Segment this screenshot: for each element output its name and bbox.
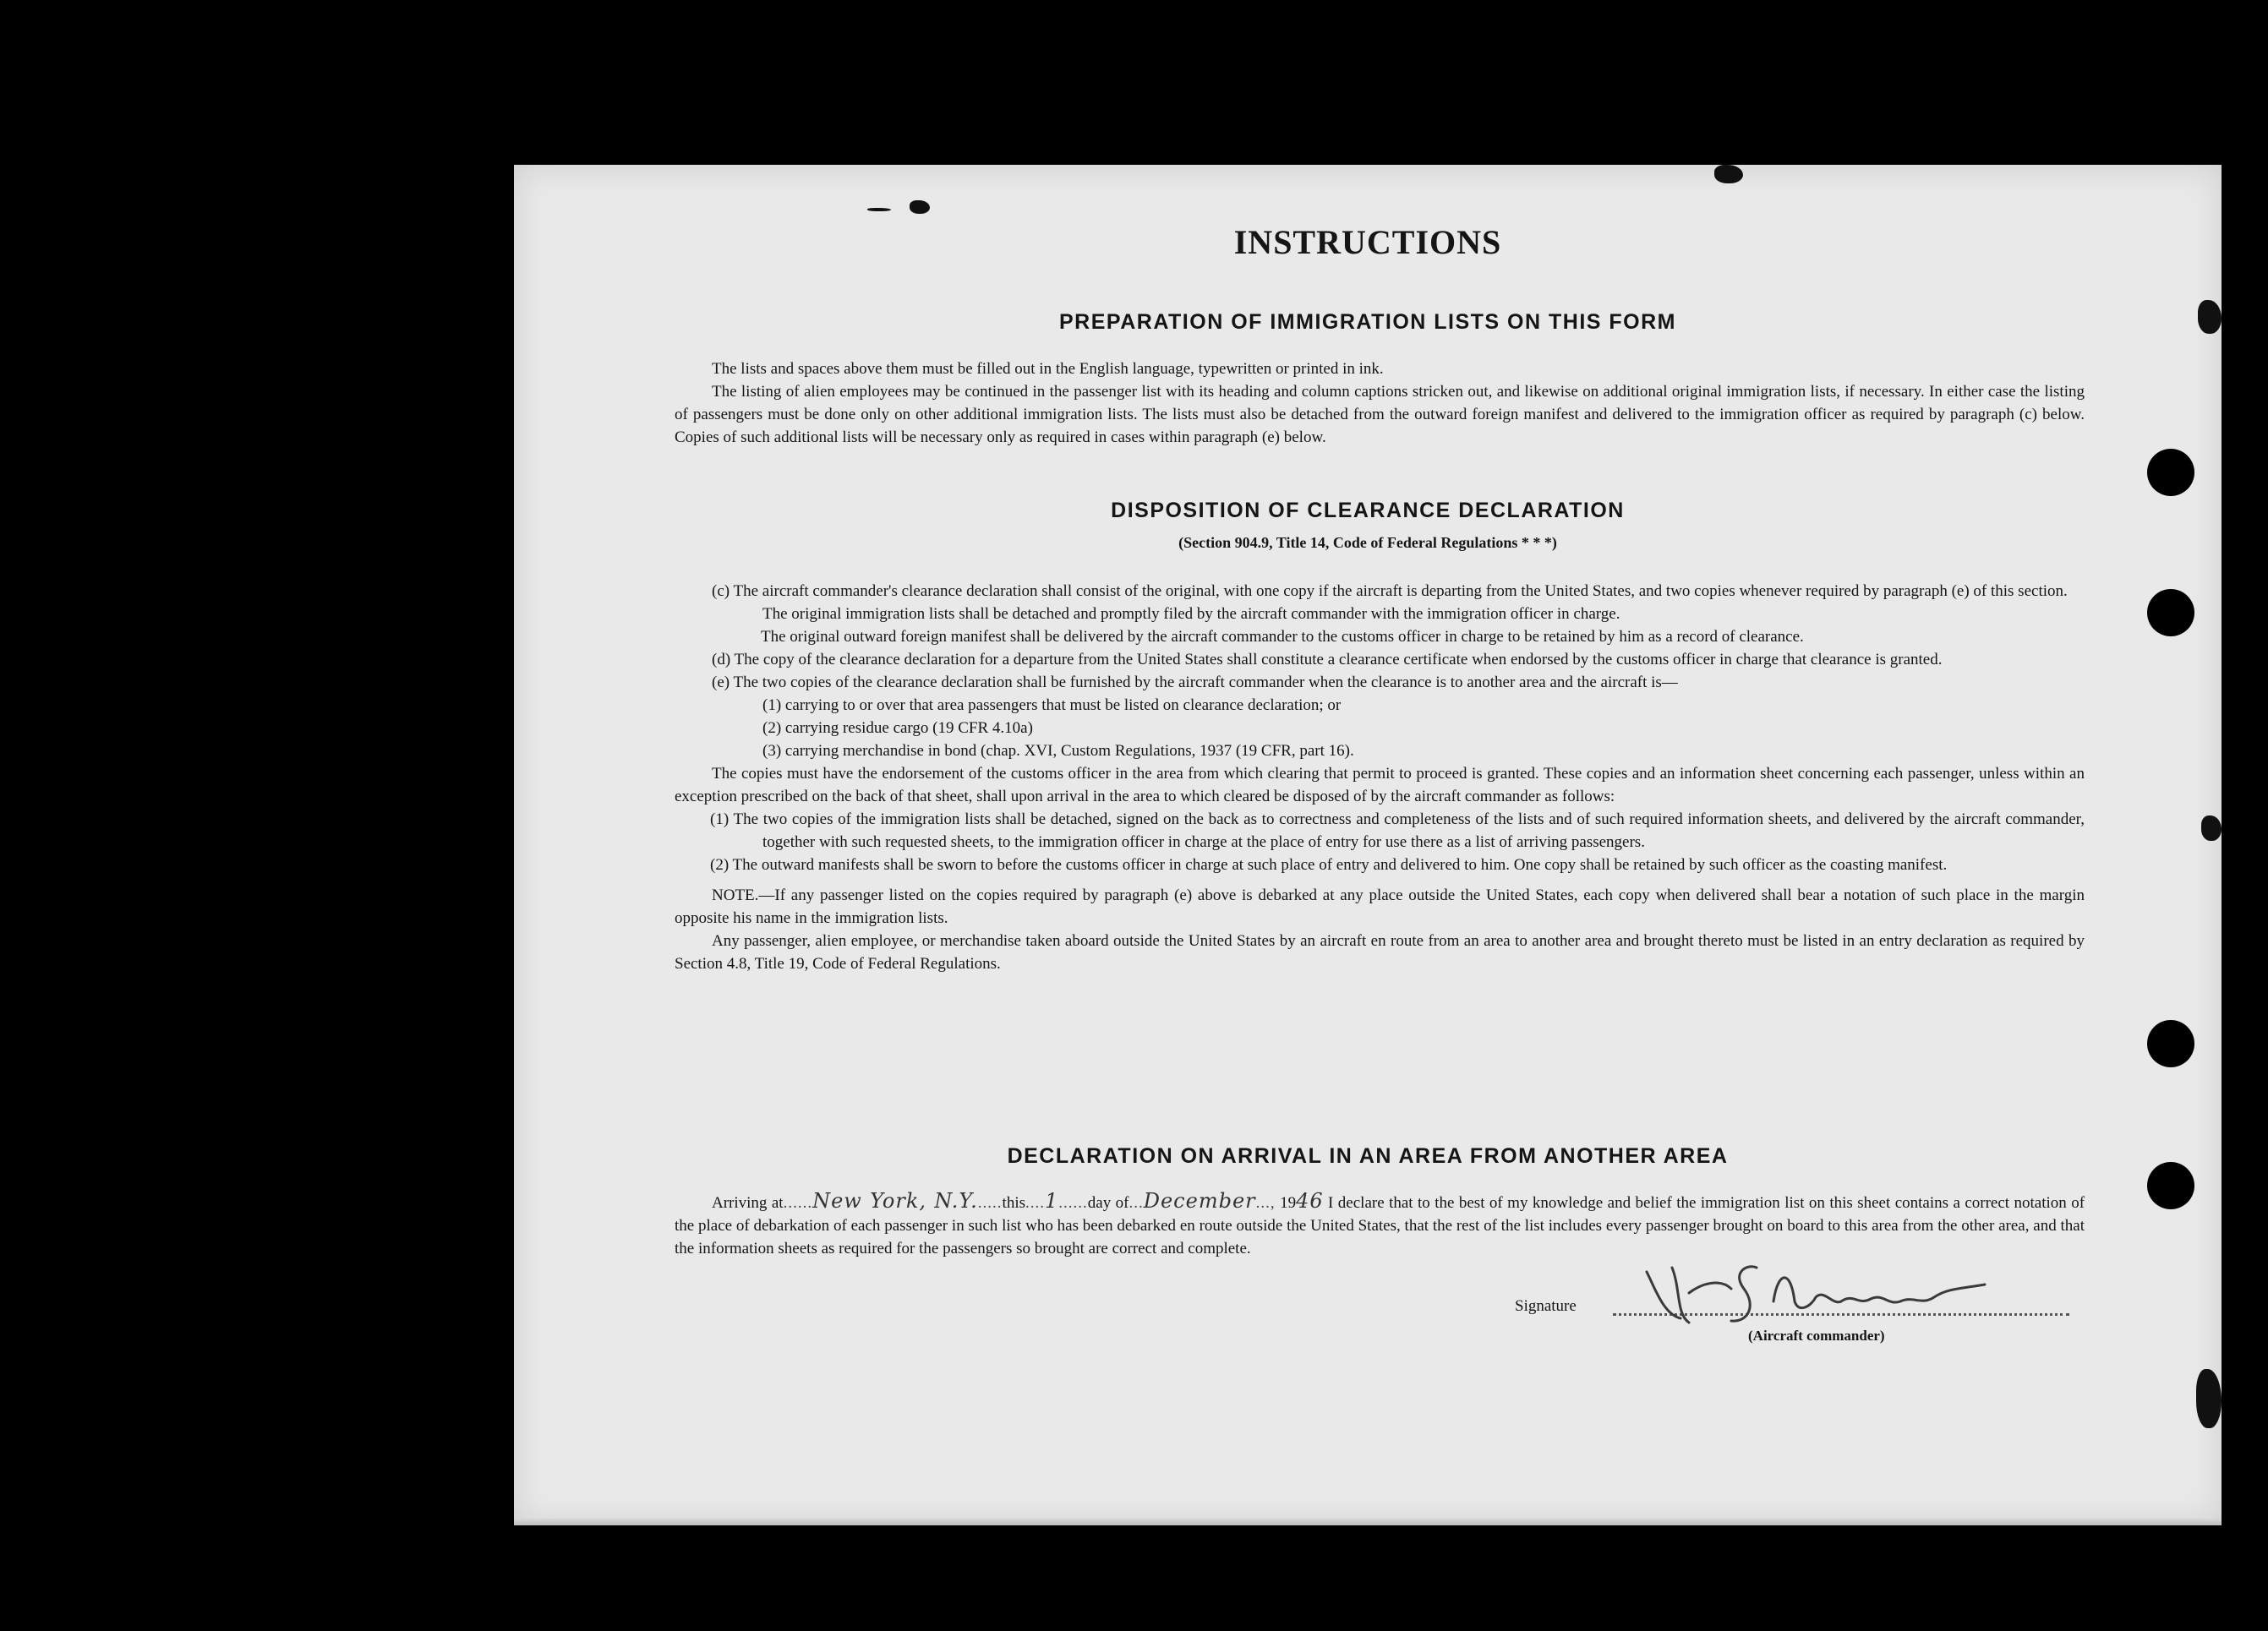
ink-speck xyxy=(910,200,930,214)
year-field[interactable]: 46 xyxy=(1296,1189,1324,1213)
paragraph-d: (d) The copy of the clearance declaration for a departure from the United States shall constitute a clearance certificate when endorsed by the customs officer in charge that clearance is granted. xyxy=(712,651,1943,668)
year-prefix: 19 xyxy=(1280,1194,1297,1212)
day-field[interactable]: 1 xyxy=(1045,1189,1059,1213)
punch-hole xyxy=(2147,1162,2194,1209)
disposition-subheading: (Section 904.9, Title 14, Code of Federal Regulations * * *) xyxy=(1178,534,1557,551)
document-page xyxy=(514,165,2222,1525)
copies-paragraph: The copies must have the endorsement of the customs officer in the area from which clearing that permit to proceed is granted. These copies and an information sheet concerning each passenger, unless within an exception prescribed on the back of that sheet, shall upon arrival in the area to which cleared be disposed of by the aircraft commander as follows: xyxy=(675,765,2085,805)
paragraph-c-sub: The original immigration lists shall be detached and promptly filed by the aircraft commander with the immigration officer in charge. xyxy=(762,605,1620,623)
day-label: day of xyxy=(1087,1194,1129,1212)
declaration-heading: DECLARATION ON ARRIVAL IN AN AREA FROM ANOTHER AREA xyxy=(1007,1144,1729,1168)
handwritten-signature[interactable] xyxy=(1630,1255,2019,1331)
paragraph-e-item: (1) carrying to or over that area passengers that must be listed on clearance declaration; or xyxy=(762,696,1342,714)
instructions-title: INSTRUCTIONS xyxy=(1233,223,1502,261)
this-label: this xyxy=(1002,1194,1025,1212)
ink-speck xyxy=(2201,816,2222,841)
ink-speck xyxy=(2196,1369,2222,1428)
arrival-place-field[interactable]: New York, N.Y. xyxy=(812,1189,978,1213)
preparation-paragraph: The lists and spaces above them must be filled out in the English language, typewritten or printed in ink. xyxy=(712,360,1384,378)
paragraph-c: (c) The aircraft commander's clearance declaration shall consist of the original, with one copy if the aircraft is departing from the United States, and two copies whenever required by paragraph (e) of this section. xyxy=(712,582,2068,600)
signature-label: Signature xyxy=(1515,1297,1577,1315)
punch-hole xyxy=(2147,589,2194,636)
paragraph-e-item: (3) carrying merchandise in bond (chap. XVI, Custom Regulations, 1937 (19 CFR, part 16). xyxy=(762,742,1354,760)
disposition-section xyxy=(675,580,2085,975)
punch-hole xyxy=(2147,1020,2194,1067)
preparation-section xyxy=(675,357,2085,449)
preparation-paragraph: The listing of alien employees may be continued in the passenger list with its heading and column captions stricken out, and likewise on additional original immigration lists, if necessary. In either case the listing of passengers must be done only on other additional immigration lists. The lists must also be detached from the outward foreign manifest and delivered to the immigration officer as required by paragraph (c) below. Copies of such additional lists will be necessary only as required in cases within paragraph (e) below. xyxy=(675,383,2085,446)
follow-item: (2) The outward manifests shall be sworn to before the customs officer in charge at such place of entry and delivered to him. One copy shall be retained by such officer as the coasting manifest. xyxy=(710,856,1948,874)
paragraph-e-item: (2) carrying residue cargo (19 CFR 4.10a) xyxy=(762,719,1033,737)
preparation-heading: PREPARATION OF IMMIGRATION LISTS ON THIS FORM xyxy=(1059,310,1676,334)
signature-caption: (Aircraft commander) xyxy=(1748,1328,1885,1344)
ink-speck xyxy=(1714,165,1743,183)
follow-item: (1) The two copies of the immigration lists shall be detached, signed on the back as to correctness and completeness of the lists and of such required information sheets, and delivered by the aircraft commander, together with such requested sheets, to the immigration officer in charge at the place of entry for use there as a list of arriving passengers. xyxy=(710,810,2085,851)
declaration-text: I declare that to the best of my knowledge and belief the immigration list on this sheet contains a correct notation of the place of debarkation of each passenger in such list who has been debarked en route outside the United States, that the rest of the list includes every passenger brought on board to this area from the other area, and that the information sheets as required for the passengers so brought are correct and complete. xyxy=(675,1194,2085,1257)
arriving-label: Arriving at xyxy=(712,1194,784,1212)
declaration-section xyxy=(675,1190,2085,1260)
paragraph-c-sub: The original outward foreign manifest shall be delivered by the aircraft commander to the customs officer in charge to be retained by him as a record of clearance. xyxy=(761,628,1804,646)
disposition-heading: DISPOSITION OF CLEARANCE DECLARATION xyxy=(1111,499,1625,522)
paragraph-e: (e) The two copies of the clearance declaration shall be furnished by the aircraft commander when the clearance is to another area and the aircraft is— xyxy=(712,674,1678,691)
entry-paragraph: Any passenger, alien employee, or merchandise taken aboard outside the United States by an aircraft en route from an area to another area and brought thereto must be listed in an entry declaration as required by Section 4.8, Title 19, Code of Federal Regulations. xyxy=(675,932,2085,973)
punch-hole xyxy=(2147,449,2194,496)
note-paragraph: NOTE.—If any passenger listed on the copies required by paragraph (e) above is debarked at any place outside the United States, each copy when delivered shall bear a notation of such place in the margin opposite his name in the immigration lists. xyxy=(675,886,2085,927)
ink-speck xyxy=(867,208,891,211)
declaration-paragraph: Arriving at......New York, N.Y......this....1......day of...December..., 1946 I declare that to the best of my knowledge and belief the immigration list on this sheet contains a correct notation of the place of debarkation of each passenger in such list who has been debarked en route outside the United States, that the rest of the list includes every passenger brought on board to this area from the other area, and that the information sheets as required for the passengers so brought are correct and complete. xyxy=(675,1189,2085,1257)
page-edge xyxy=(514,1519,2222,1525)
month-field[interactable]: December xyxy=(1143,1189,1256,1213)
